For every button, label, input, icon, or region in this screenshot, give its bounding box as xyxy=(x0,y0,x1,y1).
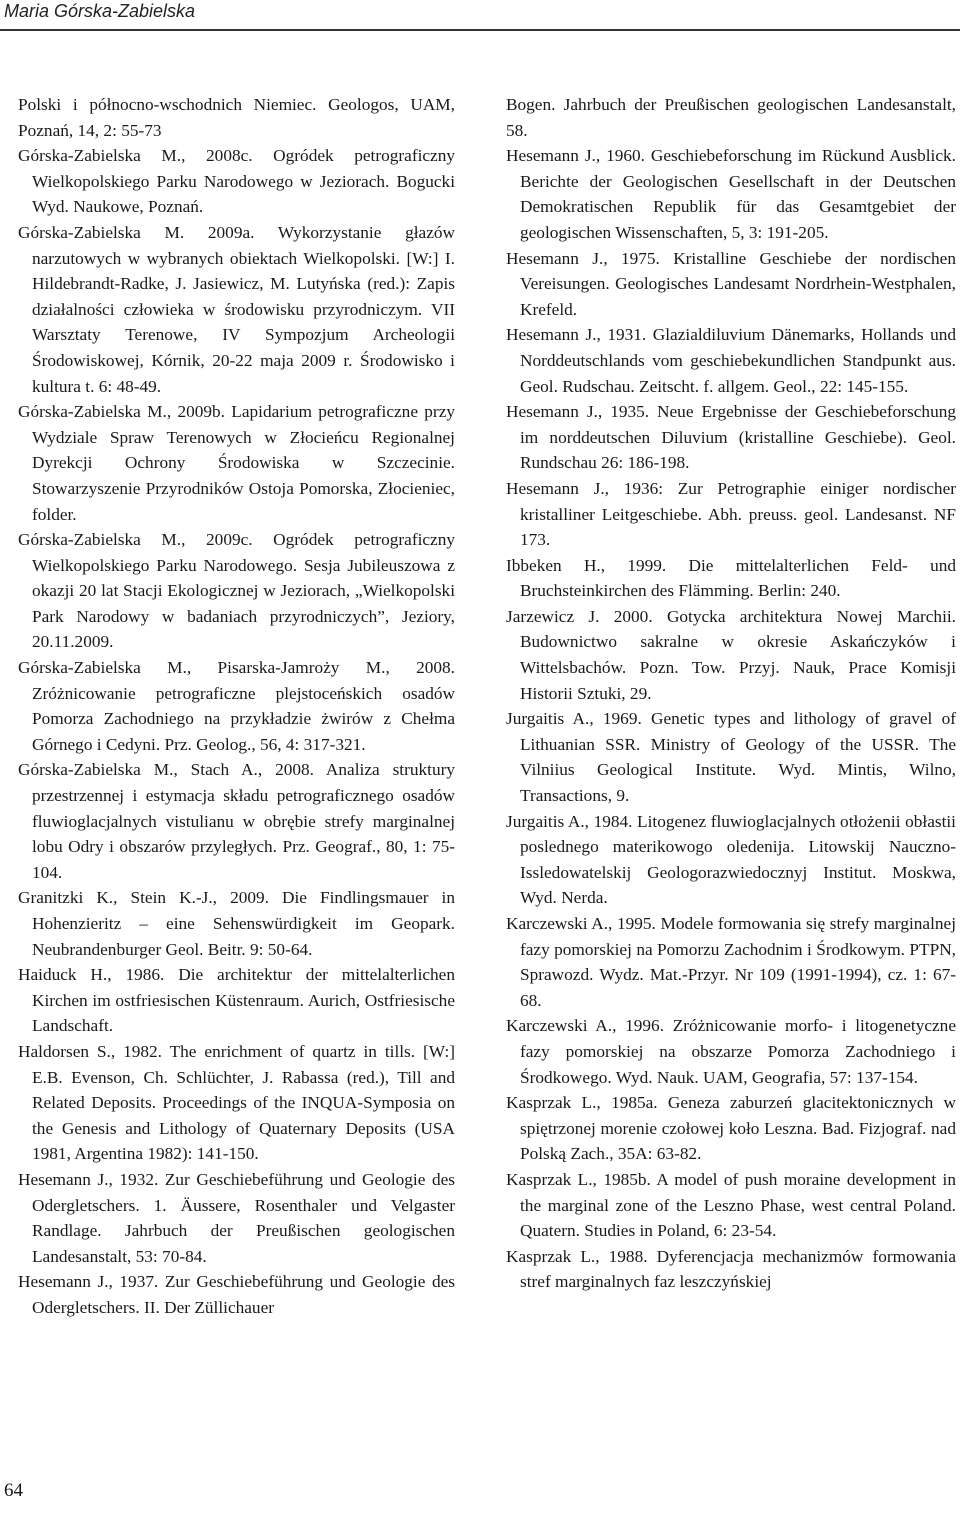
reference-entry: Hesemann J., 1975. Kristalline Geschiebe der nordischen Vereisungen. Geologisches Landesamt Nordrhein-Westphalen, Krefeld. xyxy=(506,248,956,319)
reference-entry: Haldorsen S., 1982. The enrichment of quartz in tills. [W:] E.B. Evenson, Ch. Schlüchter, J. Rabassa (red.), Till and Related Deposits. Proceedings of the INQUA-Symposia on the Genesis and Lithology of Quaternary Deposits (USA 1981, Argentina 1982): 141-150. xyxy=(18,1041,455,1164)
reference-entry: Polski i północno-wschodnich Niemiec. Geologos, UAM, Poznań, 14, 2: 55-73 xyxy=(18,95,455,140)
reference-entry: Górska-Zabielska M., Pisarska-Jamroży M., 2008. Zróżnicowanie petrograficzne plejstoceńskich osadów Pomorza Zachodniego na przykładzie żwirów z Chełma Górnego i Cedyni. Prz. Geolog., 56, 4: 317-321. xyxy=(18,658,455,754)
reference-entry: Jarzewicz J. 2000. Gotycka architektura Nowej Marchii. Budownictwo sakralne w okresie Askańczyków i Wittelsbachów. Pozn. Tow. Przyj. Nauk, Prace Komisji Historii Sztuki, 29. xyxy=(506,606,956,703)
reference-entry: Górska-Zabielska M., Stach A., 2008. Analiza struktury przestrzennej i estymacja składu petrograficznego osadów fluwioglacjalnych vistulianu w obrębie strefy marginalnej lobu Odry i obszarów przyległych. Prz. Geograf., 80, 1: 75-104. xyxy=(18,760,455,882)
reference-entry: Hesemann J., 1932. Zur Geschiebeführung und Geologie des Odergletschers. 1. Äussere, Rosenthaler und Velgaster Randlage. Jahrbuch der Preußischen geologischen Landesanstalt, 53: 70-84. xyxy=(18,1169,455,1266)
reference-entry: Granitzki K., Stein K.-J., 2009. Die Findlingsmauer in Hohenzieritz – eine Sehenswürdigkeit im Geopark. Neubrandenburger Geol. Beitr. 9: 50-64. xyxy=(18,888,455,959)
reference-entry: Bogen. Jahrbuch der Preußischen geologischen Landesanstalt, 58. xyxy=(506,95,956,140)
reference-entry: Hesemann J., 1931. Glazialdiluvium Dänemarks, Hollands und Norddeutschlands vom geschiebekundlichen Standpunkt aus. Geol. Rudschau. Zeitscht. f. allgem. Geol., 22: 145-155. xyxy=(506,325,956,396)
header-author: Maria Górska-Zabielska xyxy=(4,1,196,21)
reference-entry: Karczewski A., 1996. Zróżnicowanie morfo- i litogenetyczne fazy pomorskiej na obszarze Pomorza Zachodniego i Środkowego. Wyd. Nauk. UAM, Geografia, 57: 137-154. xyxy=(506,1016,956,1087)
reference-entry: Górska-Zabielska M., 2009c. Ogródek petrograficzny Wielkopolskiego Parku Narodowego. Sesja Jubileuszowa z okazji 20 lat Stacji Ekologicznej w Jeziorach, „Wielkopolski Park Narodowy w badaniach przyrodniczych”, Jeziory, 20.11.2009. xyxy=(18,530,455,652)
reference-entry: Ibbeken H., 1999. Die mittelalterlichen Feld- und Bruchsteinkirchen des Flämming. Berlin: 240. xyxy=(506,555,956,601)
reference-entry: Jurgaitis A., 1969. Genetic types and lithology of gravel of Lithuanian SSR. Ministry of Geology of the USSR. The Vilniius Geological Institute. Wyd. Mintis, Wilno, Transactions, 9. xyxy=(506,709,956,806)
right-column xyxy=(506,92,956,1295)
header-rule xyxy=(0,29,960,31)
reference-entry: Jurgaitis A., 1984. Litogenez fluwioglacjalnych otłożenii obłastii poslednego materikowogo oledenija. Litowskij Nauczno-Issledowatelskij Geologorazwiedocznyj Institut. Moskwa, Wyd. Nerda. xyxy=(506,811,956,908)
reference-entry: Kasprzak L., 1988. Dyferencjacja mechanizmów formowania stref marginalnych faz leszczyńskiej xyxy=(506,1246,956,1292)
reference-entry: Hesemann J., 1960. Geschiebeforschung im Rückund Ausblick. Berichte der Geologischen Gesellschaft in der Deutschen Demokratischen Republik für das Gesamtgebiet der geologischen Wissenschaften, 5, 3: 191-205. xyxy=(506,146,956,242)
reference-entry: Kasprzak L., 1985a. Geneza zaburzeń glacitektonicznych w spiętrzonej morenie czołowej koło Leszna. Bad. Fizjograf. nad Polską Zach., 35A: 63-82. xyxy=(506,1093,956,1164)
reference-entry: Hesemann J., 1936: Zur Petrographie einiger nordischer kristalliner Leitgeschiebe. Abh. preuss. geol. Landesanst. NF 173. xyxy=(506,478,956,550)
reference-entry: Haiduck H., 1986. Die architektur der mittelalterlichen Kirchen im ostfriesischen Küstenraum. Aurich, Ostfriesische Landschaft. xyxy=(18,965,455,1036)
left-column xyxy=(18,92,455,1321)
reference-entry: Górska-Zabielska M., 2009b. Lapidarium petrograficzne przy Wydziale Spraw Terenowych w Złocieńcu Regionalnej Dyrekcji Ochrony Środowiska w Szczecinie. Stowarzyszenie Przyrodników Ostoja Pomorska, Złocieniec, folder. xyxy=(18,402,455,524)
reference-entry: Kasprzak L., 1985b. A model of push moraine development in the marginal zone of the Leszno Phase, west central Poland. Quatern. Studies in Poland, 6: 23-54. xyxy=(506,1169,956,1241)
reference-entry: Górska-Zabielska M., 2008c. Ogródek petrograficzny Wielkopolskiego Parku Narodowego w Jeziorach. Bogucki Wyd. Naukowe, Poznań. xyxy=(18,146,455,217)
page-number: 64 xyxy=(4,1480,23,1501)
reference-entry: Hesemann J., 1935. Neue Ergebnisse der Geschiebeforschung im norddeutschen Diluvium (kristalline Geschiebe). Geol. Rundschau 26: 186-198. xyxy=(506,402,956,473)
reference-entry: Hesemann J., 1937. Zur Geschiebeführung und Geologie des Odergletschers. II. Der Züllichauer xyxy=(18,1272,455,1317)
running-header xyxy=(0,0,960,32)
reference-entry: Górska-Zabielska M. 2009a. Wykorzystanie głazów narzutowych w wybranych obiektach Wielkopolski. [W:] I. Hildebrandt-Radke, J. Jasiewicz, M. Lutyńska (red.): Zapis działalności człowieka w środowisku przyrodniczym. VII Warsztaty Terenowe, IV Sympozjum Archeologii Środowiskowej, Kórnik, 20-22 maja 2009 r. Środowisko i kultura t. 6: 48-49. xyxy=(18,222,455,396)
reference-entry: Karczewski A., 1995. Modele formowania się strefy marginalnej fazy pomorskiej na Pomorzu Zachodnim i Środkowym. PTPN, Sprawozd. Wydz. Mat.-Przyr. Nr 109 (1991-1994), cz. 1: 67-68. xyxy=(506,914,956,1010)
